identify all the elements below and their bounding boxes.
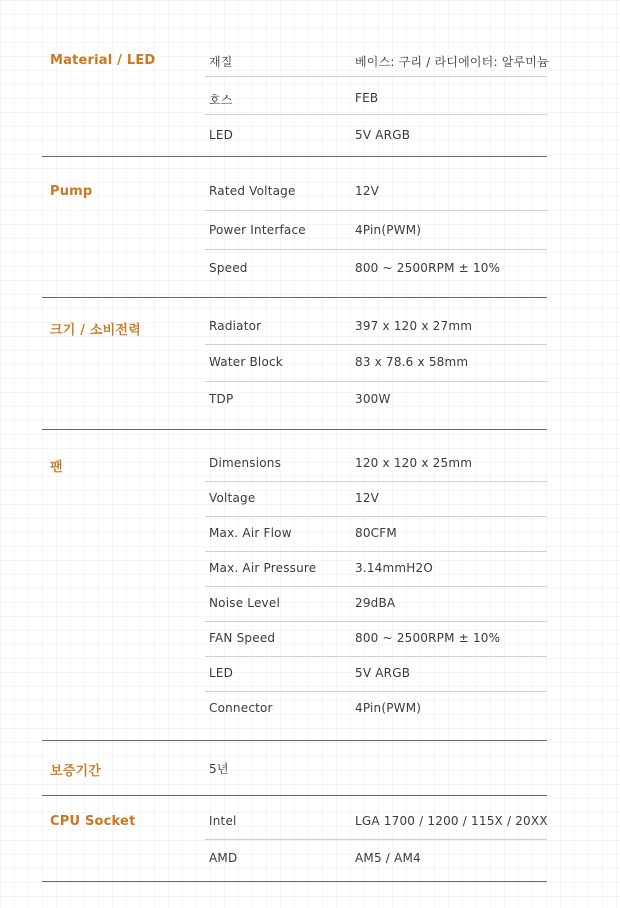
spec-label: Water Block: [209, 355, 283, 369]
spec-label: 재질: [209, 55, 233, 69]
spec-label: Power Interface: [209, 223, 306, 237]
section-category: 보증기간: [50, 764, 102, 779]
spec-row: [205, 516, 547, 552]
section-category: Material / LED: [50, 53, 156, 68]
spec-value: AM5 / AM4: [355, 851, 421, 865]
spec-value: 120 x 120 x 25mm: [355, 456, 473, 470]
spec-row: [205, 76, 547, 115]
spec-value: 5V ARGB: [355, 128, 411, 142]
spec-value: 397 x 120 x 27mm: [355, 319, 473, 333]
spec-section-size-power: [42, 297, 547, 430]
spec-label: Speed: [209, 261, 248, 275]
spec-row: [205, 429, 547, 482]
section-category: 크기 / 소비전력: [50, 323, 141, 338]
spec-label: Dimensions: [209, 456, 282, 470]
spec-value: 12V: [355, 491, 380, 505]
spec-row: [205, 795, 547, 840]
spec-value: 800 ~ 2500RPM ± 10%: [355, 261, 501, 275]
spec-row: [205, 249, 547, 297]
spec-label: Radiator: [209, 319, 262, 333]
spec-label: Voltage: [209, 491, 256, 505]
spec-row: [205, 691, 547, 740]
spec-section-material-led: [42, 38, 547, 157]
spec-label: TDP: [209, 392, 234, 406]
spec-label: Noise Level: [209, 596, 280, 610]
spec-value: 베이스: 구리 / 라디에이터: 알루미늄: [355, 55, 549, 69]
spec-value: 4Pin(PWM): [355, 223, 422, 237]
spec-label: Rated Voltage: [209, 184, 296, 198]
spec-value: 29dBA: [355, 596, 396, 610]
spec-row: [205, 586, 547, 622]
spec-value: 800 ~ 2500RPM ± 10%: [355, 631, 501, 645]
spec-row: [205, 297, 547, 345]
spec-value: LGA 1700 / 1200 / 115X / 20XX: [355, 814, 548, 828]
spec-label: Intel: [209, 814, 237, 828]
spec-row: [205, 621, 547, 657]
spec-row: [205, 381, 547, 429]
spec-row: [205, 551, 547, 587]
spec-row: [205, 114, 547, 156]
spec-row: [205, 740, 547, 795]
spec-value: 4Pin(PWM): [355, 701, 422, 715]
spec-label: LED: [209, 666, 234, 680]
spec-row: [205, 156, 547, 211]
spec-label: Connector: [209, 701, 273, 715]
spec-row: [205, 210, 547, 250]
spec-label: AMD: [209, 851, 238, 865]
spec-label: 5년: [209, 762, 229, 776]
section-category: Pump: [50, 184, 93, 199]
spec-value: FEB: [355, 91, 379, 105]
spec-section-fan: [42, 429, 547, 741]
spec-value: 83 x 78.6 x 58mm: [355, 355, 469, 369]
spec-label: Max. Air Pressure: [209, 561, 317, 575]
spec-value: 80CFM: [355, 526, 397, 540]
spec-row: [205, 38, 547, 77]
spec-row: [205, 656, 547, 692]
spec-section-cpu-socket: [42, 795, 547, 882]
spec-row: [205, 839, 547, 881]
spec-label: LED: [209, 128, 234, 142]
spec-row: [205, 481, 547, 517]
spec-value: 12V: [355, 184, 380, 198]
spec-label: Max. Air Flow: [209, 526, 292, 540]
section-category: CPU Socket: [50, 814, 136, 829]
spec-value: 5V ARGB: [355, 666, 411, 680]
spec-section-warranty: [42, 740, 547, 796]
spec-section-pump: [42, 156, 547, 298]
spec-label: 호스: [209, 93, 233, 107]
spec-value: 3.14mmH2O: [355, 561, 434, 575]
spec-label: FAN Speed: [209, 631, 276, 645]
spec-value: 300W: [355, 392, 391, 406]
section-category: 팬: [50, 460, 63, 475]
spec-row: [205, 344, 547, 382]
